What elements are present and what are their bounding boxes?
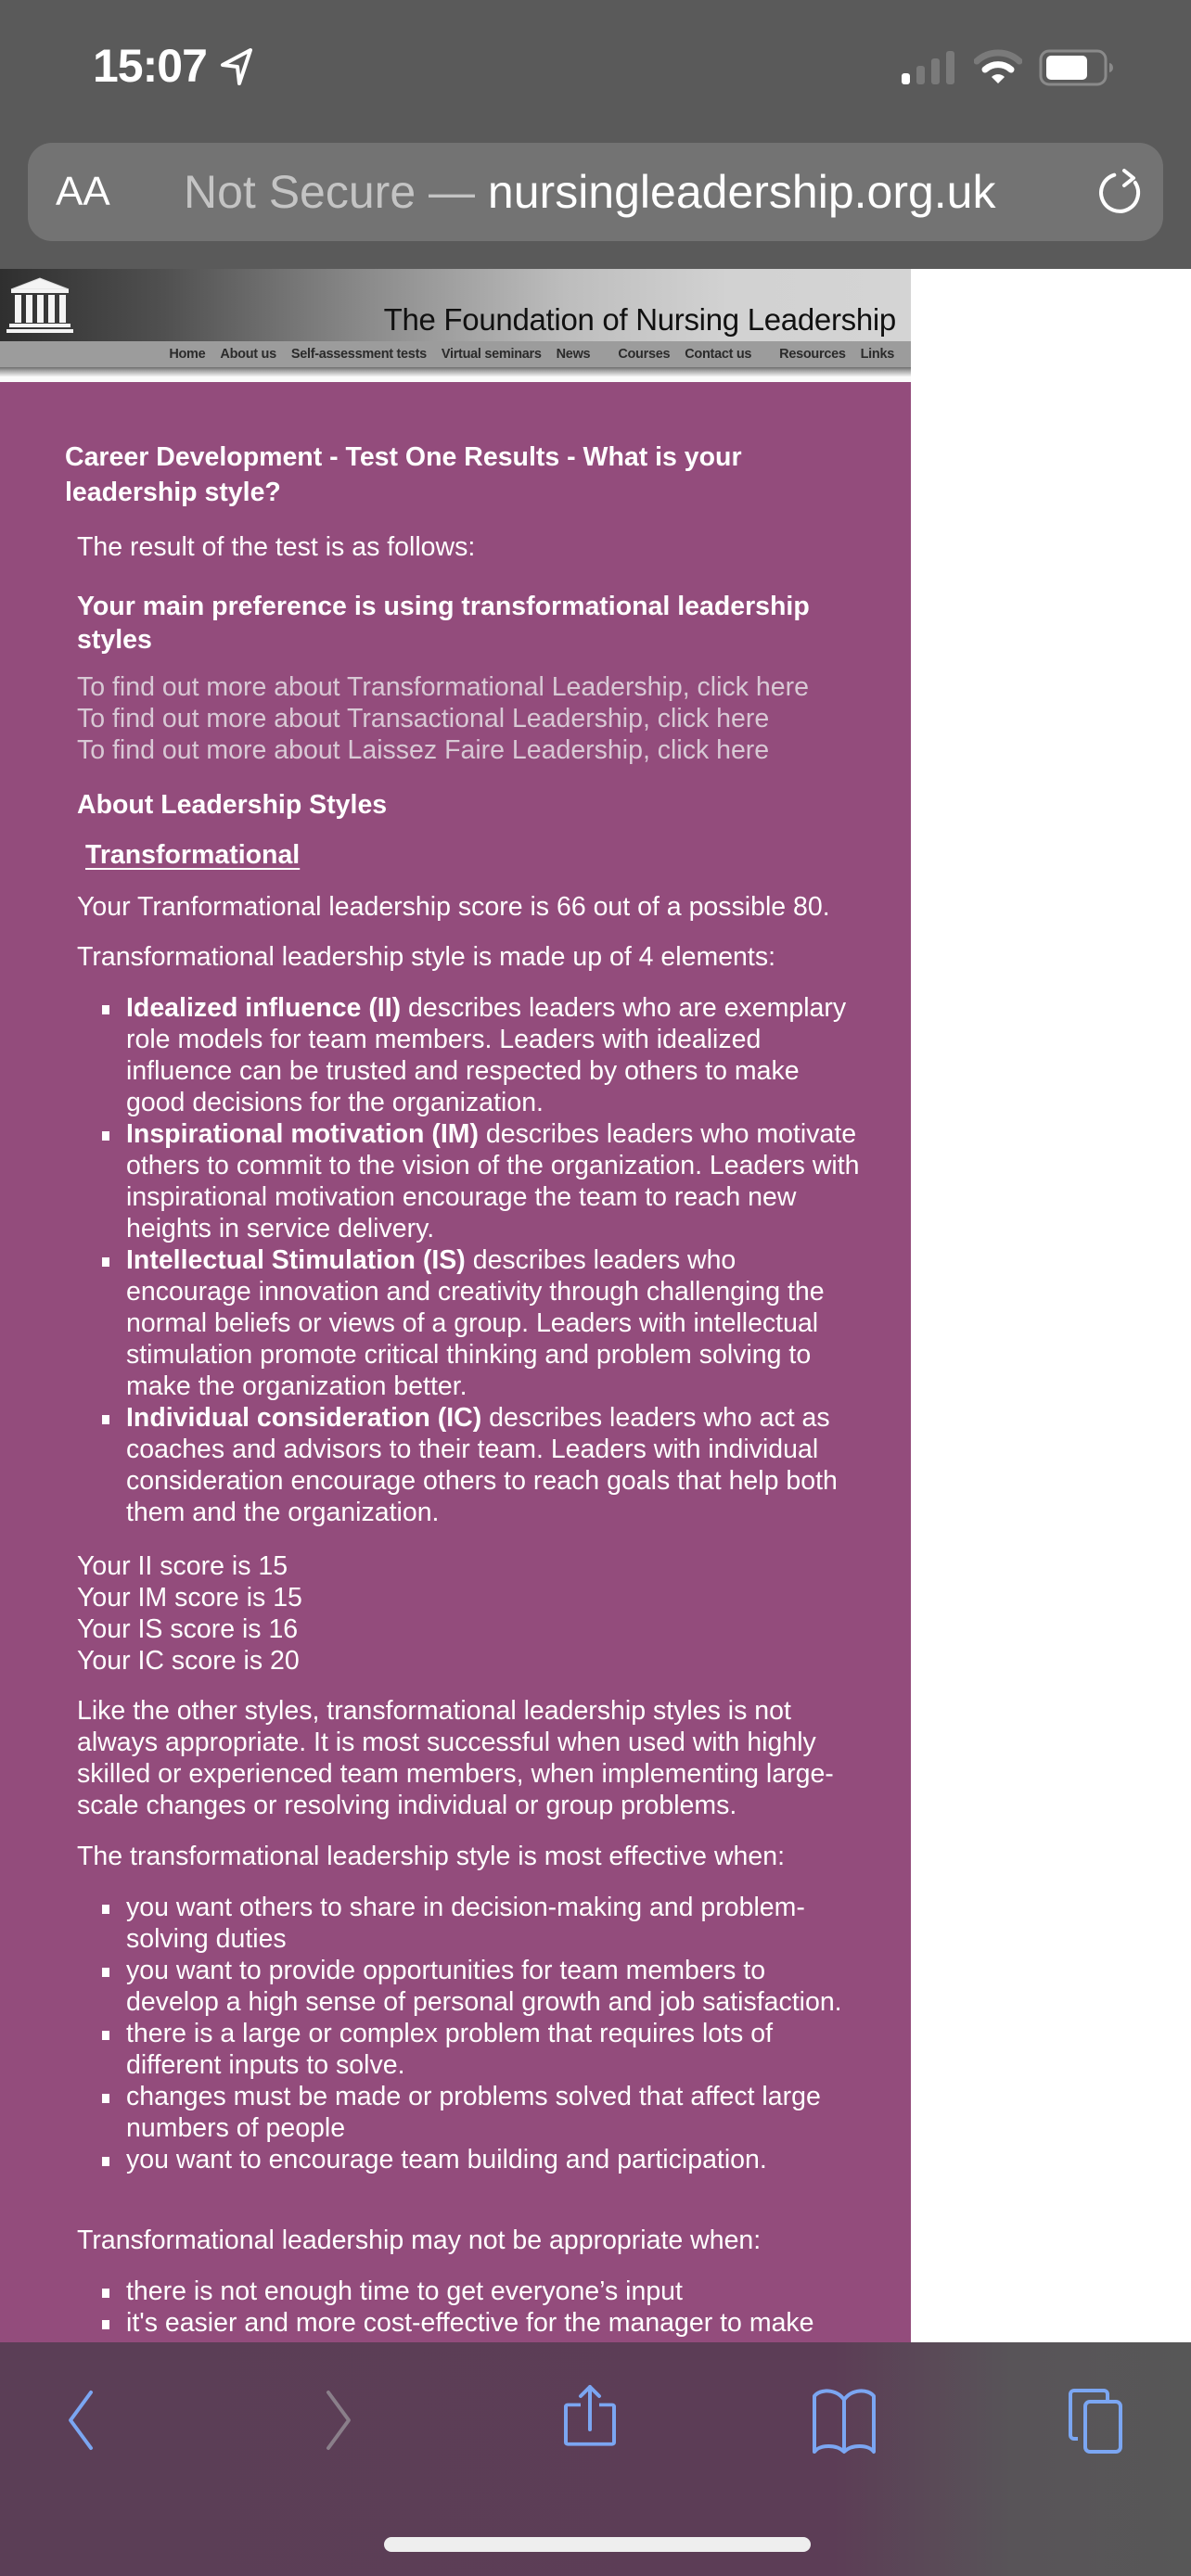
status-bar <box>0 0 1191 130</box>
cellular-signal-icon <box>902 51 959 84</box>
element-desc: describes leaders who motivate others to commit to the vision of the organization. Leaders with inspirational motivation encourage the team to reach new heights in service delivery. <box>126 1119 860 1243</box>
style-heading: Transformational <box>85 840 301 870</box>
link-transformational[interactable]: To find out more about Transformational Leadership, click here <box>77 672 809 702</box>
tabs-icon[interactable] <box>1059 2383 1133 2457</box>
domain-label: nursingleadership.org.uk <box>487 166 996 218</box>
link-laissez-faire[interactable]: To find out more about Laissez Faire Leadership, click here <box>77 735 770 765</box>
appropriateness-paragraph: Like the other styles, transformational leadership styles is not always appropriate. It is most successful when used with highly skilled or experienced team members, when implementing large-scale changes or resolving individual or group problems. <box>77 1696 834 1820</box>
effective-list <box>102 1892 863 2175</box>
nav-home[interactable]: Home <box>169 347 206 362</box>
building-columns-icon <box>6 276 74 334</box>
nav-courses[interactable]: Courses <box>618 347 671 362</box>
browser-toolbar <box>0 2342 1191 2576</box>
score-is: Your IS score is 16 <box>77 1614 299 1644</box>
element-term: Individual consideration (IC) <box>126 1403 482 1433</box>
elements-intro: Transformational leadership style is made up of 4 elements: <box>77 942 775 972</box>
reload-icon[interactable] <box>1093 165 1146 219</box>
elements-list <box>102 992 863 1528</box>
battery-icon <box>1039 49 1115 86</box>
list-item <box>102 1244 863 1402</box>
about-heading: About Leadership Styles <box>77 790 388 820</box>
result-intro: The result of the test is as follows: <box>77 532 476 562</box>
nav-contact-us[interactable]: Contact us <box>685 347 752 362</box>
url-field[interactable] <box>184 165 995 219</box>
link-transactional[interactable]: To find out more about Transactional Leadership, click here <box>77 704 770 733</box>
nav-links[interactable]: Links <box>860 347 894 362</box>
not-appropriate-intro: Transformational leadership may not be appropriate when: <box>77 2225 762 2255</box>
wifi-icon <box>974 48 1022 85</box>
element-desc: describes leaders who encourage innovation and creativity through challenging the normal beliefs or views of a group. Leaders with intellectual stimulation promote critical thinking and problem solving to make the organization better. <box>126 1245 825 1401</box>
element-desc: describes leaders who act as coaches and advisors to their team. Leaders with individual consideration encourage others to reach goals that help both them and the organization. <box>126 1403 838 1527</box>
site-nav <box>0 341 911 367</box>
score-ii: Your II score is 15 <box>77 1551 288 1581</box>
site-header <box>0 269 911 341</box>
nav-divider <box>0 367 911 376</box>
list-item <box>102 1118 863 1244</box>
nav-about-us[interactable]: About us <box>220 347 276 362</box>
element-term: Intellectual Stimulation (IS) <box>126 1245 466 1275</box>
text-size-button[interactable]: AA <box>56 169 110 214</box>
not-appropriate-list <box>102 2276 863 2339</box>
list-item: there is not enough time to get everyone’s input <box>102 2276 863 2307</box>
web-page <box>0 269 1191 2342</box>
score-im: Your IM score is 15 <box>77 1583 302 1613</box>
back-icon[interactable] <box>43 2383 117 2457</box>
element-term: Idealized influence (II) <box>126 993 402 1023</box>
list-item: you want others to share in decision-making and problem-solving duties <box>102 1892 863 1955</box>
element-desc: describes leaders who are exemplary role models for team members. Leaders with idealized influence can be trusted and respected by others to make good decisions for the organization. <box>126 993 847 1117</box>
list-item <box>102 1402 863 1528</box>
bookmarks-icon[interactable] <box>807 2383 881 2457</box>
site-title: The Foundation of Nursing Leadership <box>383 302 896 337</box>
status-time: 15:07 <box>93 40 207 92</box>
nav-self-assessment-tests[interactable]: Self-assessment tests <box>290 347 427 362</box>
share-icon[interactable] <box>553 2383 627 2457</box>
list-item: there is a large or complex problem that requires lots of different inputs to solve. <box>102 2018 863 2081</box>
learn-more-links <box>77 671 809 766</box>
nav-virtual-seminars[interactable]: Virtual seminars <box>441 347 542 362</box>
total-score: Your Tranformational leadership score is 66 out of a possible 80. <box>77 892 830 922</box>
page-heading: Career Development - Test One Results - What is your leadership style? <box>65 442 742 507</box>
score-ic: Your IC score is 20 <box>77 1646 300 1676</box>
effective-intro: The transformational leadership style is most effective when: <box>77 1842 786 1871</box>
address-bar[interactable] <box>28 143 1163 241</box>
list-item: you want to encourage team building and participation. <box>102 2144 863 2175</box>
element-term: Inspirational motivation (IM) <box>126 1119 480 1149</box>
list-item <box>102 992 863 1118</box>
list-item: you want to provide opportunities for team members to develop a high sense of personal growth and job satisfaction. <box>102 1955 863 2018</box>
nav-resources[interactable]: Resources <box>779 347 846 362</box>
list-item: it's easier and more cost-effective for the manager to make <box>102 2307 863 2339</box>
preference-heading: Your main preference is using transformational leadership styles <box>77 592 810 655</box>
security-label: Not Secure — <box>184 166 476 218</box>
home-indicator[interactable] <box>384 2537 811 2552</box>
nav-news[interactable]: News <box>556 347 591 362</box>
list-item: changes must be made or problems solved that affect large numbers of people <box>102 2081 863 2144</box>
element-scores <box>77 1550 302 1677</box>
forward-icon[interactable] <box>302 2383 377 2457</box>
content-area <box>0 382 911 2342</box>
location-arrow-icon <box>219 46 256 87</box>
